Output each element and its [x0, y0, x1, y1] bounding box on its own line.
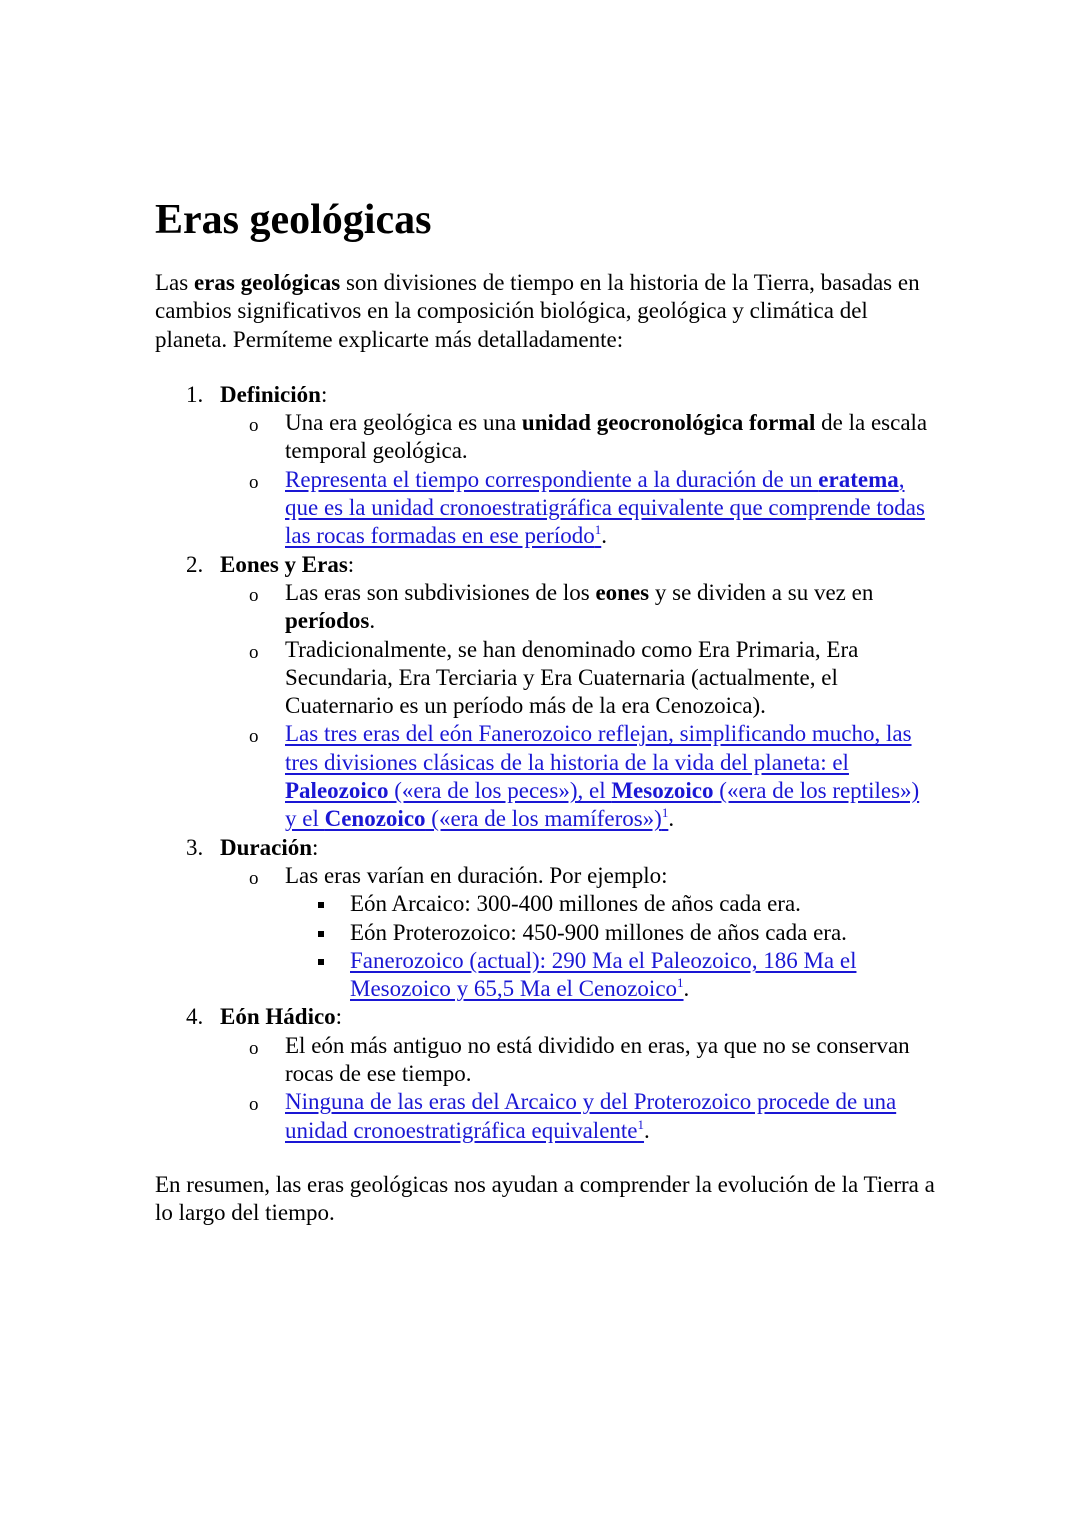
document-page	[155, 196, 935, 1228]
circle-bullet-icon: o	[249, 415, 259, 437]
sub-list	[220, 579, 935, 834]
list-item: o Representa el tiempo correspondiente a la duración de un eratema, que es la unidad cronoestratigráfica equivalente que comprende todas las rocas formadas en ese período$^1$.	[249, 466, 925, 549]
circle-bullet-icon: o	[249, 1037, 259, 1059]
sub-list	[220, 409, 935, 550]
sub-list	[220, 1032, 935, 1145]
section-heading: Definición	[220, 381, 321, 407]
section-eon-hadico: 4. Eón Hádico: o El eón más antiguo no está dividido en eras, ya que no se conservan rocas de ese tiempo. o Ninguna de las eras del Arcaico y del Proterozoico procede de una unidad cronoestratigráfica equivalente$^1$.	[155, 1003, 935, 1144]
circle-bullet-icon: o	[249, 867, 259, 889]
intro-paragraph: Las eras geológicas son divisiones de tiempo en la historia de la Tierra, basadas en cambios significativos en la composición biológica, geológica y climática del planeta. Permíteme explicarte más detalladamente:	[155, 270, 920, 352]
nested-list-item: Eón Proterozoico: 450-900 millones de años cada era.	[285, 919, 935, 947]
list-number: 3.	[186, 834, 204, 860]
page-title: Eras geológicas	[155, 197, 432, 243]
section-eones-y-eras: 2. Eones y Eras: o Las eras son subdivisiones de los eones y se dividen a su vez en períodos. o Tradicionalmente, se han denominado como Era Primaria, Era Secundaria, Era Terciaria y Era Cuaternaria (actualmente, el Cuaternario es un período más de la era Cenozoica). o Las tres eras del eón Fanerozoico reflejan, simplificando mucho, las tres divisiones clásicas de la historia de la vida del planeta: el Paleozoico («era de los peces»), el Mesozoico («era de los reptiles») y el Cenozoico («era de los mamíferos»)$^1$.	[155, 551, 935, 834]
nested-list-item: Fanerozoico (actual): 290 Ma el Paleozoico, 186 Ma el Mesozoico y 65,5 Ma el Cenozoico$^1$.	[285, 947, 935, 1004]
circle-bullet-icon: o	[249, 584, 259, 606]
list-item: o Tradicionalmente, se han denominado como Era Primaria, Era Secundaria, Era Terciaria y Era Cuaternaria (actualmente, el Cuaternario es un período más de la era Cenozoica).	[249, 636, 859, 719]
circle-bullet-icon: o	[249, 641, 259, 663]
circle-bullet-icon: o	[249, 1094, 259, 1116]
summary-paragraph: En resumen, las eras geológicas nos ayudan a comprender la evolución de la Tierra a lo largo del tiempo.	[155, 1171, 935, 1226]
sub-list	[220, 862, 935, 1003]
square-bullet-icon	[318, 959, 324, 965]
footnote-ref: 1	[594, 522, 602, 538]
list-number: 1.	[186, 381, 204, 407]
section-definicion: 1. Definición: o Una era geológica es una unidad geocronológica formal de la escala temporal geológica. o Representa el tiempo correspondiente a la duración de un eratema, que es la unidad cronoestratigráfica equivalente que comprende todas las rocas formadas en ese período$^1$.	[155, 381, 935, 551]
section-heading: Duración	[220, 834, 312, 860]
list-item: o Una era geológica es una unidad geocronológica formal de la escala temporal geológica.	[249, 410, 928, 464]
section-heading: Eón Hádico	[220, 1004, 336, 1030]
square-bullet-icon	[318, 902, 324, 908]
section-heading: Eones y Eras	[220, 551, 348, 577]
list-number: 4.	[186, 1004, 204, 1030]
section-duracion: 3. Duración: o Las eras varían en duración. Por ejemplo: Eón Arcaico: 300-400 millones de años cada era. Eón Proterozoico: 450-900 millones de años cada era. Fanerozoico (actual): 290 Ma el Paleozoico, 186 Ma el Mesozoico y 65,5 Ma el Cenozoico$^1$.	[155, 834, 935, 1004]
list-item: o Las tres eras del eón Fanerozoico reflejan, simplificando mucho, las tres divisiones clásicas de la historia de la vida del planeta: el Paleozoico («era de los peces»), el Mesozoico («era de los reptiles») y el Cenozoico («era de los mamíferos»)$^1$.	[249, 721, 920, 832]
circle-bullet-icon: o	[249, 471, 259, 493]
citation-link[interactable]: Ninguna de las eras del Arcaico y del Proterozoico procede de una unidad cronoestratigráfica equivalente$^1$	[285, 1089, 897, 1143]
square-bullet-icon	[318, 931, 324, 937]
nested-list	[285, 890, 935, 1003]
citation-link[interactable]: Las tres eras del eón Fanerozoico reflejan, simplificando mucho, las tres divisiones clásicas de la historia de la vida del planeta: el Paleozoico («era de los peces»), el Mesozoico («era de los reptiles») y el Cenozoico («era de los mamíferos»)$^1$	[285, 721, 920, 832]
footnote-ref: 1	[637, 1116, 645, 1132]
list-item: o Ninguna de las eras del Arcaico y del Proterozoico procede de una unidad cronoestratigráfica equivalente$^1$.	[249, 1089, 897, 1143]
citation-link[interactable]: Representa el tiempo correspondiente a la duración de un eratema, que es la unidad cronoestratigráfica equivalente que comprende todas las rocas formadas en ese período$^1$	[285, 466, 925, 549]
circle-bullet-icon: o	[249, 726, 259, 748]
footnote-ref: 1	[661, 805, 669, 821]
list-number: 2.	[186, 551, 204, 577]
sections-list	[155, 381, 935, 1145]
list-item: o Las eras varían en duración. Por ejemplo: Eón Arcaico: 300-400 millones de años cada era. Eón Proterozoico: 450-900 millones de años cada era. Fanerozoico (actual): 290 Ma el Paleozoico, 186 Ma el Mesozoico y 65,5 Ma el Cenozoico$^1$.	[220, 862, 935, 1003]
list-item: o Las eras son subdivisiones de los eones y se dividen a su vez en períodos.	[249, 579, 874, 634]
list-item: o El eón más antiguo no está dividido en eras, ya que no se conservan rocas de ese tiempo.	[249, 1032, 910, 1087]
citation-link[interactable]: Fanerozoico (actual): 290 Ma el Paleozoico, 186 Ma el Mesozoico y 65,5 Ma el Cenozoico$^1$	[350, 947, 857, 1002]
footnote-ref: 1	[677, 975, 684, 991]
nested-list-item: Eón Arcaico: 300-400 millones de años cada era.	[285, 890, 935, 918]
